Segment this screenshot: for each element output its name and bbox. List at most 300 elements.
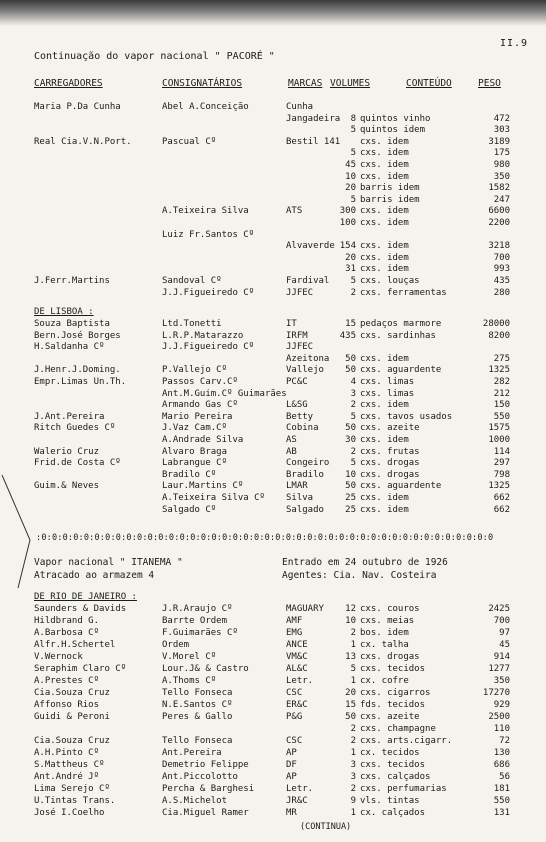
- table-row: [0, 469, 546, 481]
- weight-cell: 303: [493, 125, 510, 136]
- consignee-cell: Salgado Cº: [162, 504, 217, 515]
- shipper-cell: J.Ant.Pereira: [34, 411, 105, 422]
- volumes-cell: 2: [350, 400, 356, 411]
- consignee-cell: L.R.P.Matarazzo: [162, 330, 244, 341]
- volumes-cell: 30: [345, 435, 356, 445]
- consignee-cell: N.E.Santos Cº: [162, 700, 233, 710]
- mark-cell: L&SG: [286, 400, 308, 411]
- volumes-cell: 5: [350, 276, 356, 286]
- header-conteudo: CONTEÚDO: [406, 78, 452, 89]
- shipper-cell: Saunders & Davids: [34, 604, 127, 614]
- table-row: [0, 675, 546, 687]
- weight-cell: 1325: [488, 481, 510, 492]
- mark-cell: CSC: [286, 688, 303, 698]
- contents-cell: cxs. limas: [360, 377, 415, 387]
- table-row: [0, 699, 546, 711]
- mark-cell: IT: [286, 319, 297, 329]
- table-row: [0, 252, 546, 264]
- table-row: [0, 159, 546, 171]
- weight-cell: 275: [493, 353, 510, 364]
- shipper-cell: V.Wernock: [34, 652, 83, 662]
- table-row: [0, 364, 546, 376]
- weight-cell: 1582: [488, 183, 510, 194]
- table-row: [0, 492, 546, 504]
- consignee-cell: J.Vaz Cam.Cº: [162, 423, 228, 434]
- table-row: [0, 663, 546, 675]
- shipper-cell: Souza Baptista: [34, 319, 110, 329]
- consignee-cell: Laur.Martins Cº: [162, 481, 244, 492]
- weight-cell: 17270: [482, 688, 510, 698]
- weight-cell: 929: [493, 700, 510, 710]
- consignee-cell: Percha & Barghesi: [162, 784, 255, 794]
- shipper-cell: J.Henr.J.Doming.: [34, 365, 121, 376]
- shipper-cell: A.H.Pinto Cº: [34, 748, 100, 758]
- mark-cell: Letr.: [286, 676, 314, 686]
- shipper-cell: Guim.& Neves: [34, 481, 100, 492]
- continued-note: (CONTINUA): [300, 822, 352, 832]
- shipper-cell: H.Saldanha Cº: [34, 342, 105, 353]
- volumes-cell: 2: [350, 446, 356, 457]
- weight-cell: 212: [493, 388, 510, 399]
- table-row: [0, 217, 546, 229]
- separator-line: :0:0:0:0:0:0:0:0:0:0:0:0:0:0:0:0:0:0:0:0:0:0:0:0:0:0:0:0:0:0:0:0:0:0:0:0:0:0:0:0:0:0:0: [36, 533, 494, 543]
- shipper-cell: Seraphim Claro Cº: [34, 664, 127, 674]
- mark-cell: Congeiro: [286, 458, 330, 469]
- table-row: [0, 783, 546, 795]
- mark-cell: ER&C: [286, 700, 308, 710]
- mark-cell: Bradilo: [286, 469, 324, 480]
- contents-cell: cxs. tavos usados: [360, 411, 453, 422]
- consignee-cell: Abel A.Conceição: [162, 102, 249, 112]
- mark-cell: ANCE: [286, 640, 308, 650]
- weight-cell: 297: [493, 458, 510, 469]
- consignee-cell: Alvaro Braga: [162, 446, 228, 457]
- weight-cell: 131: [493, 808, 510, 818]
- volumes-cell: 9: [350, 796, 356, 806]
- volumes-cell: 4: [350, 377, 356, 387]
- mark-cell: Bestil 141: [286, 136, 341, 147]
- shipper-cell: Bern.José Borges: [34, 330, 121, 341]
- volumes-cell: 3: [350, 760, 356, 770]
- weight-cell: 1325: [488, 365, 510, 376]
- contents-cell: cxs. idem: [360, 206, 409, 217]
- volumes-cell: 20: [345, 183, 356, 194]
- table-row: [0, 330, 546, 342]
- volumes-cell: 5: [350, 664, 356, 674]
- weight-cell: 2200: [488, 218, 510, 228]
- table-row: [0, 504, 546, 516]
- mark-cell: Azeitona: [286, 353, 330, 364]
- volumes-cell: 31: [345, 264, 356, 275]
- table-row: [0, 205, 546, 217]
- weight-cell: 662: [493, 493, 510, 503]
- table-row: [0, 735, 546, 747]
- table-row: [0, 376, 546, 388]
- weight-cell: 45: [499, 640, 510, 650]
- table-row: [0, 422, 546, 434]
- mark-cell: Silva: [286, 493, 314, 503]
- consignee-cell: Armando Gas Cº: [162, 400, 238, 411]
- mark-cell: P&G: [286, 712, 303, 722]
- mark-cell: Cobina: [286, 423, 319, 434]
- volumes-cell: 50: [345, 423, 356, 434]
- table-row: [0, 147, 546, 159]
- mark-cell: Letr.: [286, 784, 314, 794]
- consignee-cell: Tello Fonseca: [162, 736, 233, 746]
- shipper-cell: J.Ferr.Martins: [34, 276, 110, 286]
- consignee-cell: Ant.Piccolotto: [162, 772, 238, 782]
- header-consignatarios: CONSIGNATÁRIOS: [162, 78, 243, 89]
- volumes-cell: 10: [345, 616, 356, 626]
- shipper-cell: Affonso Rios: [34, 700, 100, 710]
- contents-cell: cxs. champagne: [360, 724, 436, 734]
- table-row: [0, 353, 546, 365]
- shipper-cell: Real Cia.V.N.Port.: [34, 136, 132, 147]
- consignee-cell: A.Thoms Cº: [162, 676, 217, 686]
- shipper-cell: José I.Coelho: [34, 808, 105, 818]
- table-row: [0, 318, 546, 330]
- vessel-agents: Agentes: Cia. Nav. Costeira: [282, 570, 437, 581]
- shipper-cell: Maria P.Da Cunha: [34, 102, 121, 112]
- mark-cell: JJFEC: [286, 287, 314, 298]
- volumes-cell: 45: [345, 160, 356, 170]
- volumes-cell: 20: [345, 252, 356, 263]
- contents-cell: cx. tecidos: [360, 748, 420, 758]
- consignee-cell: Pascual Cº: [162, 136, 217, 147]
- weight-cell: 798: [493, 469, 510, 480]
- contents-cell: cxs. limas: [360, 388, 415, 399]
- weight-cell: 97: [499, 628, 510, 638]
- weight-cell: 280: [493, 287, 510, 298]
- table-row: [0, 287, 546, 299]
- contents-cell: cxs. aguardente: [360, 481, 442, 492]
- weight-cell: 6600: [488, 206, 510, 217]
- weight-cell: 1575: [488, 423, 510, 434]
- vessel-dock: Atracado ao armazem 4: [34, 570, 155, 581]
- mark-cell: DF: [286, 760, 297, 770]
- weight-cell: 550: [493, 411, 510, 422]
- contents-cell: barris idem: [360, 194, 420, 205]
- contents-cell: quintos vinho: [360, 113, 431, 124]
- table-row: [0, 687, 546, 699]
- volumes-cell: 1: [350, 808, 356, 818]
- weight-cell: 181: [493, 784, 510, 794]
- shipper-cell: Cia.Souza Cruz: [34, 688, 110, 698]
- volumes-cell: 5: [350, 458, 356, 469]
- weight-cell: 980: [493, 160, 510, 170]
- contents-cell: cxs. arts.cigarr.: [360, 736, 453, 746]
- volumes-cell: 15: [345, 319, 356, 329]
- weight-cell: 175: [493, 148, 510, 159]
- consignee-cell: A.Teixeira Silva: [162, 206, 249, 217]
- section-rio: DE RIO DE JANEIRO :: [34, 592, 137, 602]
- mark-cell: Jangadeira: [286, 113, 341, 124]
- table-row: [0, 113, 546, 125]
- table-row: [0, 480, 546, 492]
- mark-cell: MR: [286, 808, 297, 818]
- mark-cell: Vallejo: [286, 365, 324, 376]
- consignee-cell: Labrangue Cº: [162, 458, 228, 469]
- mark-cell: Salgado: [286, 504, 324, 515]
- table-row: [0, 275, 546, 287]
- volumes-cell: 2: [350, 736, 356, 746]
- contents-cell: cxs. drogas: [360, 652, 420, 662]
- header-volumes: VOLUMES: [330, 78, 371, 89]
- volumes-cell: 1: [350, 676, 356, 686]
- volumes-cell: 8: [350, 113, 356, 124]
- consignee-cell: Sandoval Cº: [162, 276, 222, 286]
- weight-cell: 435: [493, 276, 510, 286]
- table-row: [0, 627, 546, 639]
- contents-cell: cxs. tecidos: [360, 760, 426, 770]
- contents-cell: bos. idem: [360, 628, 409, 638]
- contents-cell: cxs. idem: [360, 400, 409, 411]
- volumes-cell: 5: [350, 148, 356, 159]
- weight-cell: 72: [499, 736, 510, 746]
- shipper-cell: U.Tintas Trans.: [34, 796, 116, 806]
- weight-cell: 150: [493, 400, 510, 411]
- contents-cell: cxs. azeite: [360, 423, 420, 434]
- volumes-cell: 25: [345, 493, 356, 503]
- volumes-cell: 5: [350, 194, 356, 205]
- volumes-cell: 50: [345, 481, 356, 492]
- weight-cell: 282: [493, 377, 510, 387]
- weight-cell: 350: [493, 676, 510, 686]
- mark-cell: EMG: [286, 628, 303, 638]
- weight-cell: 247: [493, 194, 510, 205]
- contents-cell: cxs. idem: [360, 264, 409, 275]
- table-row: [0, 182, 546, 194]
- volumes-cell: 15: [345, 700, 356, 710]
- contents-cell: cxs. ferramentas: [360, 287, 447, 298]
- weight-cell: 914: [493, 652, 510, 662]
- mark-cell: CSC: [286, 736, 303, 746]
- consignee-cell: Barrte Ordem: [162, 616, 228, 626]
- weight-cell: 1000: [488, 435, 510, 445]
- mark-cell: Fardival: [286, 276, 330, 286]
- table-row: [0, 341, 546, 353]
- mark-cell: AB: [286, 446, 297, 457]
- volumes-cell: 20: [345, 688, 356, 698]
- contents-cell: cxs. couros: [360, 604, 420, 614]
- weight-cell: 8200: [488, 330, 510, 341]
- table-row: [0, 240, 546, 252]
- contents-cell: cxs. idem: [360, 136, 409, 147]
- contents-cell: cxs. idem: [360, 435, 409, 445]
- table-row: [0, 711, 546, 723]
- table-row: [0, 434, 546, 446]
- table-row: [0, 615, 546, 627]
- contents-cell: pedaços marmore: [360, 319, 442, 329]
- shipper-cell: Empr.Limas Un.Th.: [34, 377, 127, 387]
- consignee-cell: A.Teixeira Silva Cº: [162, 493, 265, 503]
- shipper-cell: A.Prestes Cº: [34, 676, 100, 686]
- table-row: [0, 399, 546, 411]
- shipper-cell: Lima Serejo Cº: [34, 784, 110, 794]
- volumes-cell: 1: [350, 640, 356, 650]
- table-row: [0, 136, 546, 148]
- consignee-cell: Ltd.Tonetti: [162, 319, 222, 329]
- weight-cell: 472: [493, 113, 510, 124]
- contents-cell: vls. tintas: [360, 796, 420, 806]
- table-row: [0, 124, 546, 136]
- table-row: [0, 807, 546, 819]
- table-row: [0, 171, 546, 183]
- mark-cell: AMF: [286, 616, 303, 626]
- table-row: [0, 457, 546, 469]
- consignee-cell: A.Andrade Silva: [162, 435, 244, 445]
- volumes-cell: 25: [345, 504, 356, 515]
- contents-cell: cxs. idem: [360, 241, 409, 252]
- page-title: Continuação do vapor nacional " PACORÉ ": [34, 51, 275, 62]
- contents-cell: quintos idem: [360, 125, 426, 136]
- weight-cell: 700: [493, 616, 510, 626]
- contents-cell: cxs. idem: [360, 218, 409, 228]
- shipper-cell: Guidi & Peroni: [34, 712, 110, 722]
- mark-cell: AP: [286, 748, 297, 758]
- contents-cell: cxs. frutas: [360, 446, 420, 457]
- volumes-cell: 50: [345, 365, 356, 376]
- contents-cell: barris idem: [360, 183, 420, 194]
- table-row: [0, 229, 546, 241]
- weight-cell: 686: [493, 760, 510, 770]
- shipper-cell: Walerio Cruz: [34, 446, 100, 457]
- volumes-cell: 12: [345, 604, 356, 614]
- mark-cell: AS: [286, 435, 297, 445]
- page-number: II.9: [500, 38, 529, 49]
- mark-cell: JJFEC: [286, 342, 314, 353]
- volumes-cell: 2: [350, 287, 356, 298]
- table-row: [0, 759, 546, 771]
- mark-cell: Cunha: [286, 102, 314, 112]
- contents-cell: cxs. meias: [360, 616, 415, 626]
- consignee-cell: Peres & Gallo: [162, 712, 233, 722]
- volumes-cell: 50: [345, 712, 356, 722]
- weight-cell: 993: [493, 264, 510, 275]
- table-row: [0, 723, 546, 735]
- weight-cell: 700: [493, 252, 510, 263]
- volumes-cell: 13: [345, 652, 356, 662]
- weight-cell: 114: [493, 446, 510, 457]
- header-peso: PESO: [478, 78, 501, 89]
- table-row: [0, 603, 546, 615]
- volumes-cell: 10: [345, 469, 356, 480]
- table-row: [0, 101, 546, 113]
- consignee-cell: Ant.Pereira: [162, 748, 222, 758]
- contents-cell: cxs. drogas: [360, 458, 420, 469]
- volumes-cell: 300: [339, 206, 356, 217]
- table-row: [0, 446, 546, 458]
- consignee-cell: Ant.M.Guim.Cº Guimarães: [162, 388, 287, 399]
- mark-cell: ATS: [286, 206, 303, 217]
- contents-cell: cxs. louças: [360, 276, 420, 286]
- contents-cell: cxs. drogas: [360, 469, 420, 480]
- consignee-cell: V.Morel Cº: [162, 652, 217, 662]
- shipper-cell: Cia.Souza Cruz: [34, 736, 110, 746]
- table-row: [0, 263, 546, 275]
- shipper-cell: A.Barbosa Cº: [34, 628, 100, 638]
- mark-cell: Alvaverde: [286, 241, 335, 252]
- table-row: [0, 771, 546, 783]
- contents-cell: cxs. idem: [360, 353, 409, 364]
- consignee-cell: Luiz Fr.Santos Cº: [162, 229, 255, 240]
- contents-cell: cxs. perfumarias: [360, 784, 447, 794]
- volumes-cell: 3: [350, 772, 356, 782]
- consignee-cell: F.Guimarães Cº: [162, 628, 238, 638]
- contents-cell: cxs. aguardente: [360, 365, 442, 376]
- volumes-cell: 2: [350, 628, 356, 638]
- mark-cell: MAGUARY: [286, 604, 324, 614]
- vessel-name: Vapor nacional " ITANEMA ": [34, 557, 183, 568]
- consignee-cell: Passos Carv.Cº: [162, 377, 238, 387]
- table-row: [0, 639, 546, 651]
- shipper-cell: Ritch Guedes Cº: [34, 423, 116, 434]
- contents-cell: cxs. idem: [360, 252, 409, 263]
- table-row: [0, 388, 546, 400]
- volumes-cell: 2: [350, 784, 356, 794]
- weight-cell: 2500: [488, 712, 510, 722]
- consignee-cell: Lour.J& & Castro: [162, 664, 249, 674]
- consignee-cell: A.S.Michelot: [162, 796, 228, 806]
- volumes-cell: 50: [345, 353, 356, 364]
- vessel-arrival: Entrado em 24 outubro de 1926: [282, 557, 448, 568]
- mark-cell: Betty: [286, 411, 314, 422]
- weight-cell: 350: [493, 171, 510, 182]
- weight-cell: 130: [493, 748, 510, 758]
- contents-cell: cxs. tecidos: [360, 664, 426, 674]
- volumes-cell: 10: [345, 171, 356, 182]
- contents-cell: cxs. azeite: [360, 712, 420, 722]
- shipper-cell: Alfr.H.Schertel: [34, 640, 116, 650]
- consignee-cell: Demetrio Felippe: [162, 760, 249, 770]
- consignee-cell: Ordem: [162, 640, 190, 650]
- consignee-cell: P.Vallejo Cº: [162, 365, 228, 376]
- weight-cell: 1277: [488, 664, 510, 674]
- table-row: [0, 747, 546, 759]
- volumes-cell: 3: [350, 388, 356, 399]
- shipper-cell: Frid.de Costa Cº: [34, 458, 121, 469]
- volumes-cell: 5: [350, 411, 356, 422]
- weight-cell: 662: [493, 504, 510, 515]
- mark-cell: JR&C: [286, 796, 308, 806]
- weight-cell: 110: [493, 724, 510, 734]
- shipper-cell: Ant.André Jº: [34, 772, 100, 782]
- table-row: [0, 795, 546, 807]
- shipper-cell: S.Mattheus Cº: [34, 760, 105, 770]
- contents-cell: cxs. idem: [360, 171, 409, 182]
- weight-cell: 56: [499, 772, 510, 782]
- contents-cell: cxs. idem: [360, 493, 409, 503]
- volumes-cell: 100: [339, 218, 356, 228]
- consignee-cell: J.J.Figueiredo Cº: [162, 287, 255, 298]
- contents-cell: cxs. idem: [360, 160, 409, 170]
- weight-cell: 550: [493, 796, 510, 806]
- volumes-cell: 435: [339, 330, 356, 341]
- contents-cell: cx. talha: [360, 640, 409, 650]
- mark-cell: AL&C: [286, 664, 308, 674]
- contents-cell: cxs. cigarros: [360, 688, 431, 698]
- consignee-cell: Tello Fonseca: [162, 688, 233, 698]
- contents-cell: cxs. calçados: [360, 772, 431, 782]
- weight-cell: 3218: [488, 241, 510, 252]
- header-carregadores: CARREGADORES: [34, 78, 103, 89]
- mark-cell: LMAR: [286, 481, 308, 492]
- volumes-cell: 2: [350, 724, 356, 734]
- contents-cell: cxs. idem: [360, 148, 409, 159]
- contents-cell: cxs. sardinhas: [360, 330, 436, 341]
- consignee-cell: Bradilo Cº: [162, 469, 217, 480]
- volumes-cell: 1: [350, 748, 356, 758]
